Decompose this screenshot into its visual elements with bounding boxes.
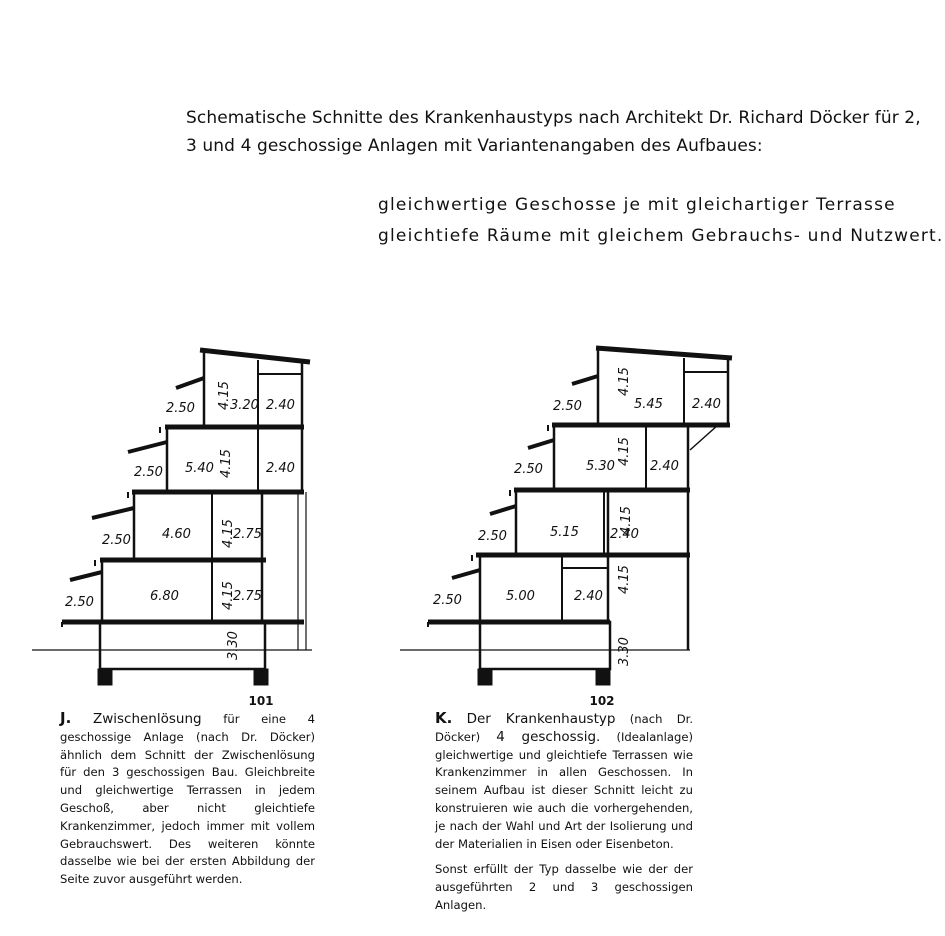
caption-text: für eine 4 geschossige Anlage (nach Dr. Döcker) ähnlich dem Schnitt der Zwischenlösung für den 3 geschossigen Bau. Gleichbreite und gleichwertige Terrassen in jedem Geschoß, aber nicht gleichtiefe Krankenzimmer, jedoch immer mit vollem Gebrauchswert. Des weiteren könnte dasselbe wie bei der ersten Abbildung der Seite zuvor ausgeführt werden. — [60, 712, 316, 887]
corridor-dim: 2.40 — [650, 459, 679, 474]
room-dim: 4.60 — [162, 527, 191, 542]
terrace-dim: 2.50 — [166, 401, 195, 416]
caption-lead: Zwischenlösung — [92, 711, 202, 727]
caption-102 — [435, 710, 693, 915]
principle-equal-rooms: gleichtiefe Räume mit gleichem Gebrauchs- und Nutzwert. — [378, 226, 944, 246]
foundation-right — [254, 669, 268, 685]
room-dim: 5.45 — [634, 397, 663, 412]
terrace-dim: 2.50 — [514, 462, 543, 477]
height-dim: 4.15 — [221, 519, 236, 548]
room-dim: 5.40 — [185, 461, 214, 476]
basement-height-dim: 3.30 — [617, 637, 632, 666]
room-dim: 6.80 — [150, 589, 179, 604]
roof — [200, 350, 310, 362]
height-dim: 4.15 — [619, 506, 634, 535]
foundation-left — [478, 669, 492, 685]
caption-letter: J. — [60, 709, 72, 727]
caption-letter: K. — [435, 709, 453, 727]
corridor-dim: 2.40 — [574, 589, 603, 604]
section-diagrams — [0, 330, 945, 710]
intro-heading: Schematische Schnitte des Krankenhaustyps nach Architekt Dr. Richard Döcker für 2, 3 und 4 geschossige Anlagen mit Variantenangaben des Aufbaues: — [186, 108, 921, 156]
foundation-right — [596, 669, 610, 685]
height-dim: 4.15 — [617, 437, 632, 466]
height-dim: 4.15 — [617, 565, 632, 594]
foundation-left — [98, 669, 112, 685]
height-dim: 4.15 — [617, 367, 632, 396]
corridor-dim: 2.40 — [266, 398, 295, 413]
caption-101 — [60, 710, 315, 889]
terrace-dim: 2.50 — [433, 593, 462, 608]
figure-number-101: 101 — [248, 694, 274, 708]
figure-number-102: 102 — [589, 694, 615, 708]
room-dim: 5.30 — [586, 459, 615, 474]
caption-text: (Idealanlage) gleichwertige und gleichtiefe Terrassen wie Krankenzimmer in allen Geschossen. In seinem Aufbau ist dieser Schnitt leicht zu konstruieren wie auch die vorhergehenden, je nach der Wahl und Art der Isolierung und der Materialien in Eisen oder Eisenbeton. — [435, 729, 693, 851]
terrace-dim: 2.50 — [553, 399, 582, 414]
room-dim: 5.15 — [550, 525, 579, 540]
terrace-dim: 2.50 — [102, 533, 131, 548]
room-dim: 3.20 — [230, 398, 259, 413]
caption-lead-note: (nach Dr. Döcker) — [435, 712, 694, 744]
corridor-dim: 2.75 — [233, 527, 262, 542]
corridor-dim: 2.40 — [266, 461, 295, 476]
terrace-dim: 2.50 — [134, 465, 163, 480]
corridor-dim: 2.75 — [233, 589, 262, 604]
terrace-dim: 2.50 — [65, 595, 94, 610]
corridor-dim: 2.40 — [610, 527, 639, 542]
principle-equal-floors: gleichwertige Geschosse je mit gleichartiger Terrasse — [378, 195, 896, 215]
basement — [480, 622, 610, 669]
caption-lead: Der Krankenhaustyp — [466, 711, 616, 727]
principles-block — [378, 190, 944, 252]
dimensions-101 — [65, 381, 295, 660]
caption-lead-line2: 4 geschossig. — [496, 728, 601, 745]
height-dim: 4.15 — [217, 381, 232, 410]
terrace-dim: 2.50 — [478, 529, 507, 544]
room-dim: 5.00 — [506, 589, 535, 604]
caption-text-2: Sonst erfüllt der Typ dasselbe wie der der ausgeführten 2 und 3 geschossigen Anlagen. — [435, 862, 693, 912]
corridor-dim: 2.40 — [692, 397, 721, 412]
height-dim: 4.15 — [221, 581, 236, 610]
height-dim: 4.15 — [219, 449, 234, 478]
basement-height-dim: 3.30 — [226, 631, 241, 660]
